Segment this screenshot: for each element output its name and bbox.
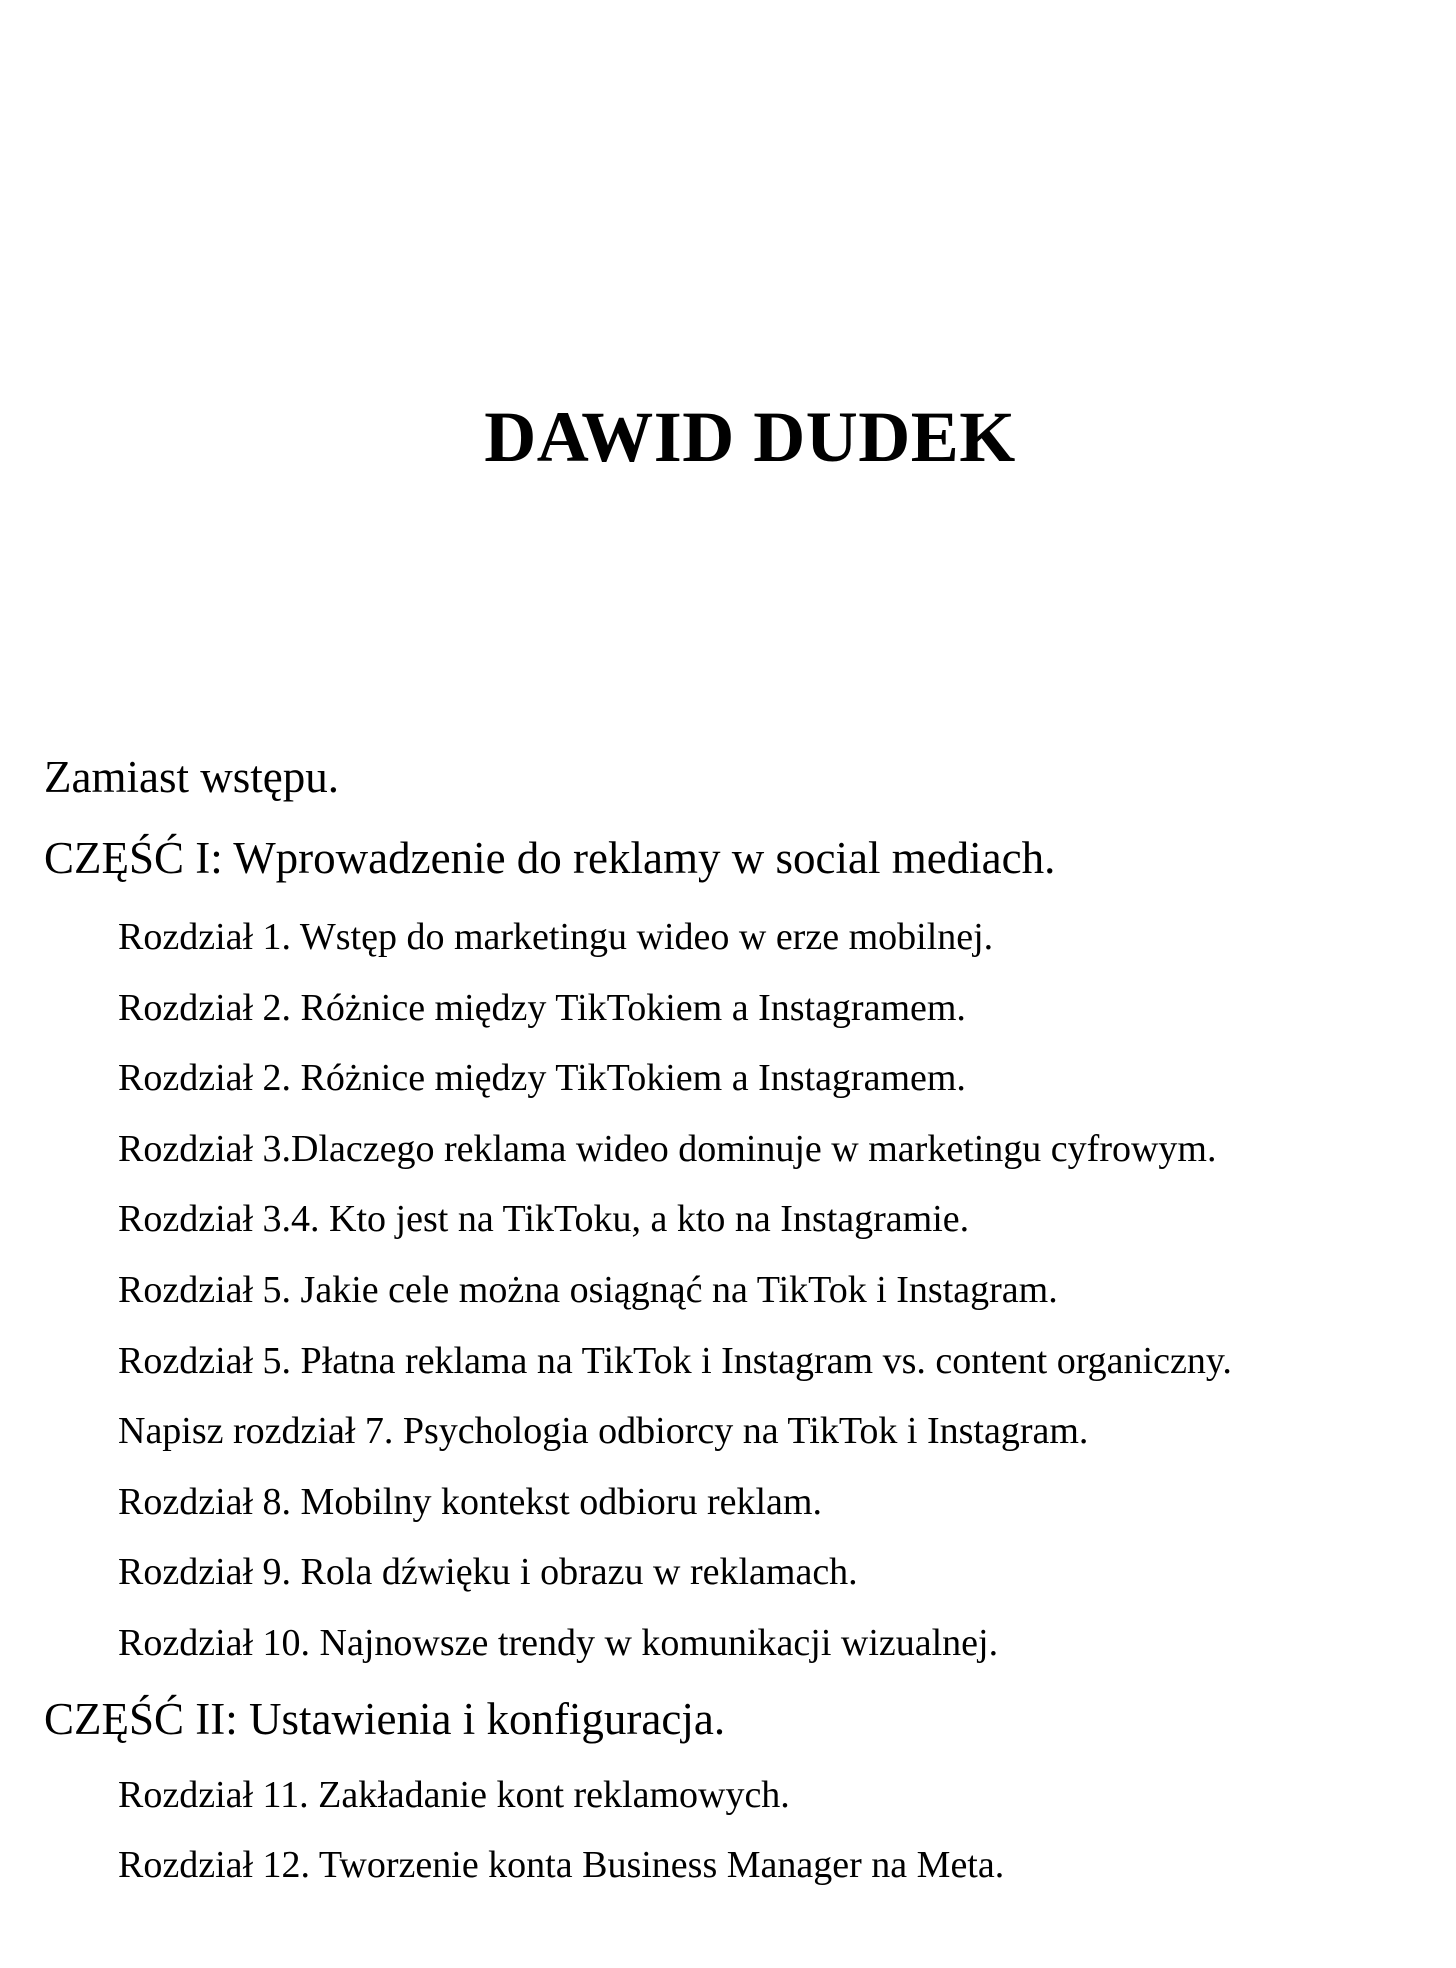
toc-chapter[interactable]: Rozdział 3.Dlaczego reklama wideo dominuje w marketingu cyfrowym. bbox=[118, 1127, 1217, 1170]
toc-part-1-title[interactable]: CZĘŚĆ I: Wprowadzenie do reklamy w social mediach. bbox=[44, 833, 1056, 883]
toc-chapter[interactable]: Rozdział 5. Płatna reklama na TikTok i Instagram vs. content organiczny. bbox=[118, 1339, 1232, 1382]
toc-chapter[interactable]: Rozdział 5. Jakie cele można osiągnąć na TikTok i Instagram. bbox=[118, 1268, 1058, 1311]
toc-part-2-title[interactable]: CZĘŚĆ II: Ustawienia i konfiguracja. bbox=[44, 1693, 726, 1744]
toc-chapter[interactable]: Rozdział 9. Rola dźwięku i obrazu w reklamach. bbox=[118, 1551, 858, 1594]
toc-chapter[interactable]: Rozdział 12. Tworzenie konta Business Manager na Meta. bbox=[118, 1844, 1005, 1887]
toc-chapter[interactable]: Napisz rozdział 7. Psychologia odbiorcy na TikTok i Instagram. bbox=[118, 1410, 1089, 1453]
toc-chapter[interactable]: Rozdział 2. Różnice między TikTokiem a Instagramem. bbox=[118, 986, 966, 1029]
toc-intro[interactable]: Zamiast wstępu. bbox=[44, 752, 339, 802]
toc-chapter[interactable]: Rozdział 1. Wstęp do marketingu wideo w erze mobilnej. bbox=[118, 916, 994, 958]
toc-chapter[interactable]: Rozdział 8. Mobilny kontekst odbioru reklam. bbox=[118, 1480, 822, 1523]
toc-chapter[interactable]: Rozdział 3.4. Kto jest na TikToku, a kto na Instagramie. bbox=[118, 1198, 970, 1241]
table-of-contents bbox=[44, 737, 1434, 1901]
toc-chapter[interactable]: Rozdział 11. Zakładanie kont reklamowych. bbox=[118, 1773, 790, 1816]
toc-chapter[interactable]: Rozdział 2. Różnice między TikTokiem a Instagramem. bbox=[118, 1057, 966, 1100]
toc-chapter[interactable]: Rozdział 10. Najnowsze trendy w komunikacji wizualnej. bbox=[118, 1621, 999, 1664]
author-name: DAWID DUDEK bbox=[484, 397, 1016, 477]
